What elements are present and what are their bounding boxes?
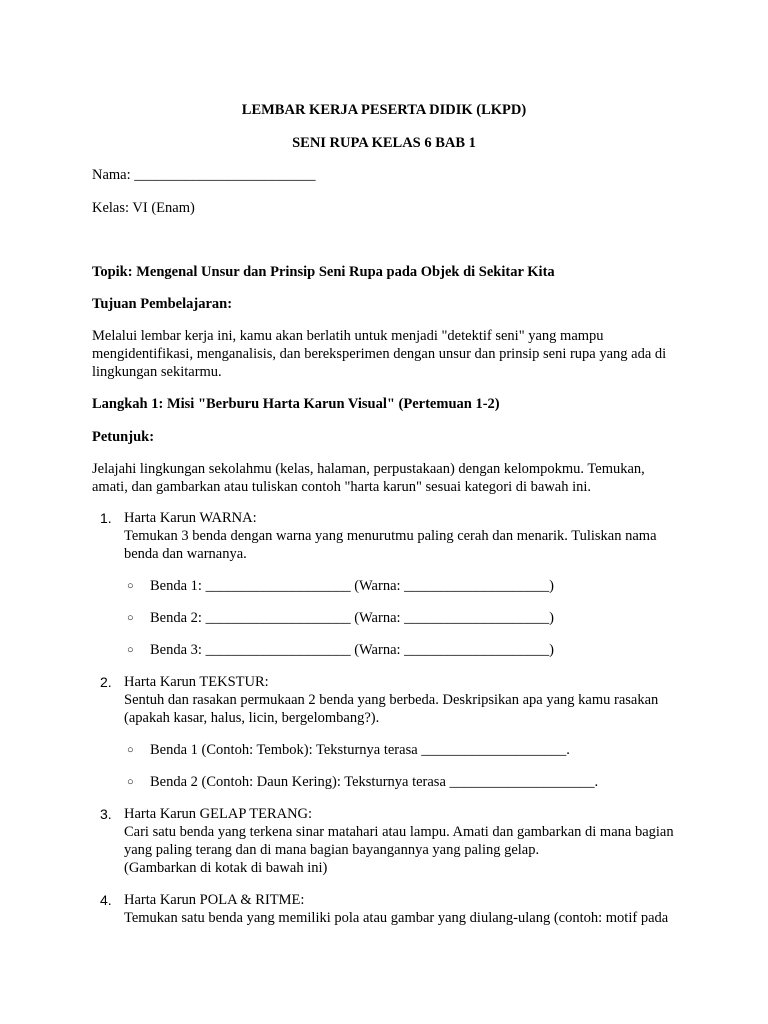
item-desc-tekstur: Sentuh dan rasakan permukaan 2 benda yang berbeda. Deskripsikan apa yang kamu rasakan (apakah kasar, halus, licin, bergelombang?). <box>124 692 659 726</box>
item-title-gelap-terang: Harta Karun GELAP TERANG: <box>124 806 313 822</box>
sub-item-benda-1: Benda 1: ____________________ (Warna: ____________________) <box>150 578 554 594</box>
sub-item-benda-2: Benda 2: ____________________ (Warna: ____________________) <box>150 610 554 626</box>
tujuan-heading: Tujuan Pembelajaran: <box>92 296 233 312</box>
list-number: 3. <box>100 806 112 822</box>
bullet-icon: ○ <box>127 612 134 624</box>
list-number: 2. <box>100 674 112 690</box>
bullet-icon: ○ <box>127 580 134 592</box>
item-desc-gelap-terang: Cari satu benda yang terkena sinar matahari atau lampu. Amati dan gambarkan di mana bagian yang paling terang dan di mana bagian bayangannya yang paling gelap. <box>124 824 674 858</box>
item-desc-pola-ritme: Temukan satu benda yang memiliki pola atau gambar yang diulang-ulang (contoh: motif pada <box>124 910 669 926</box>
list-number: 4. <box>100 892 112 908</box>
bullet-icon: ○ <box>127 744 134 756</box>
list-number: 1. <box>100 510 112 526</box>
topik-heading: Topik: Mengenal Unsur dan Prinsip Seni Rupa pada Objek di Sekitar Kita <box>92 264 555 280</box>
petunjuk-heading: Petunjuk: <box>92 429 155 445</box>
sub-item-benda-3: Benda 3: ____________________ (Warna: ____________________) <box>150 642 554 658</box>
sub-item-tekstur-2: Benda 2 (Contoh: Daun Kering): Teksturnya terasa ____________________. <box>150 774 599 790</box>
item-note-gelap-terang: (Gambarkan di kotak di bawah ini) <box>124 860 328 876</box>
item-title-tekstur: Harta Karun TEKSTUR: <box>124 674 269 690</box>
item-title-pola-ritme: Harta Karun POLA & RITME: <box>124 892 305 908</box>
sub-item-tekstur-1: Benda 1 (Contoh: Tembok): Teksturnya terasa ____________________. <box>150 742 570 758</box>
document-title: LEMBAR KERJA PESERTA DIDIK (LKPD) <box>241 102 527 118</box>
kelas-field: Kelas: VI (Enam) <box>92 200 195 216</box>
item-title-warna: Harta Karun WARNA: <box>124 510 257 526</box>
petunjuk-text: Jelajahi lingkungan sekolahmu (kelas, halaman, perpustakaan) dengan kelompokmu. Temukan, amati, dan gambarkan atau tuliskan contoh "harta karun" sesuai kategori di bawah ini. <box>92 461 645 495</box>
bullet-icon: ○ <box>127 644 134 656</box>
tujuan-text: Melalui lembar kerja ini, kamu akan berlatih untuk menjadi "detektif seni" yang mampu mengidentifikasi, menganalisis, dan bereksperimen dengan unsur dan prinsip seni rupa yang ada di lingkungan sekitarmu. <box>92 328 667 380</box>
document-subtitle: SENI RUPA KELAS 6 BAB 1 <box>292 135 476 151</box>
item-desc-warna: Temukan 3 benda dengan warna yang menurutmu paling cerah dan menarik. Tuliskan nama benda dan warnanya. <box>124 528 657 562</box>
langkah-1-heading: Langkah 1: Misi "Berburu Harta Karun Visual" (Pertemuan 1-2) <box>92 396 500 412</box>
nama-field: Nama: _________________________ <box>92 167 316 183</box>
bullet-icon: ○ <box>127 776 134 788</box>
